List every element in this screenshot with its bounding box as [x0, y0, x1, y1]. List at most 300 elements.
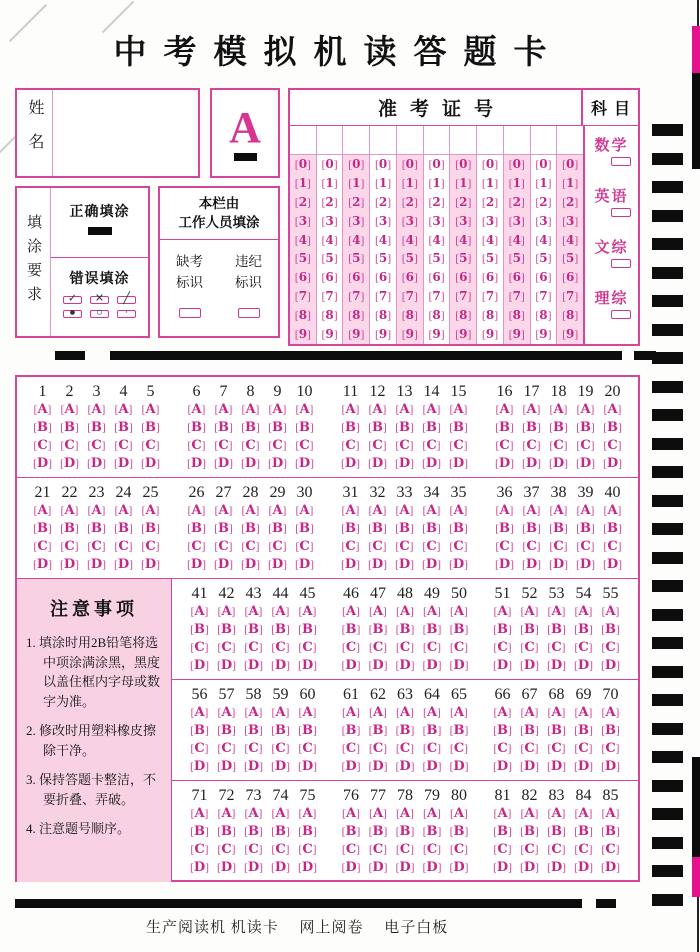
bubble-q6-C[interactable]: [C] — [187, 438, 206, 453]
ticket-bubble-c5-7[interactable]: [7] — [401, 289, 418, 304]
bubble-q83-B[interactable]: [B] — [547, 824, 566, 839]
ticket-bubble-c8-6[interactable]: [6] — [481, 270, 499, 285]
bubble-q26-B[interactable]: [B] — [187, 521, 206, 536]
ticket-bubble-c2-7[interactable]: [7] — [321, 289, 338, 304]
bubble-q76-B[interactable]: [B] — [341, 824, 361, 839]
ticket-bubble-c8-4[interactable]: [4] — [481, 232, 499, 247]
bubble-q32-C[interactable]: [C] — [368, 539, 387, 554]
bubble-q40-C[interactable]: [C] — [603, 539, 622, 554]
ticket-bubble-c5-1[interactable]: [1] — [401, 175, 418, 190]
bubble-q85-C[interactable]: [C] — [601, 842, 620, 857]
ticket-bubble-c7-7[interactable]: [7] — [455, 289, 472, 304]
bubble-q43-B[interactable]: [B] — [244, 622, 263, 637]
bubble-q35-A[interactable]: [A] — [449, 503, 468, 518]
bubble-q41-B[interactable]: [B] — [190, 622, 209, 637]
ticket-bubble-c6-1[interactable]: [1] — [428, 175, 445, 190]
ticket-bubble-c4-5[interactable]: [5] — [374, 251, 392, 266]
bubble-q75-C[interactable]: [C] — [298, 842, 317, 857]
ticket-bubble-c2-2[interactable]: [2] — [321, 194, 338, 209]
bubble-q83-C[interactable]: [C] — [547, 842, 566, 857]
bubble-q74-A[interactable]: [A] — [271, 806, 290, 821]
bubble-q67-A[interactable]: [A] — [520, 705, 539, 720]
bubble-q59-D[interactable]: [D] — [270, 759, 291, 774]
ticket-bubble-c7-6[interactable]: [6] — [455, 270, 472, 285]
ticket-bubble-c5-5[interactable]: [5] — [401, 251, 418, 266]
bubble-q4-D[interactable]: [D] — [113, 456, 134, 471]
bubble-q71-C[interactable]: [C] — [190, 842, 209, 857]
bubble-q14-A[interactable]: [A] — [422, 402, 441, 417]
ticket-bubble-c10-0[interactable]: [0] — [535, 156, 552, 171]
bubble-q52-A[interactable]: [A] — [520, 604, 539, 619]
bubble-q47-B[interactable]: [B] — [368, 622, 388, 637]
bubble-q40-A[interactable]: [A] — [603, 503, 622, 518]
bubble-q72-B[interactable]: [B] — [217, 824, 236, 839]
bubble-q42-D[interactable]: [D] — [216, 658, 237, 673]
bubble-q62-D[interactable]: [D] — [368, 759, 388, 774]
bubble-q17-B[interactable]: [B] — [522, 420, 541, 435]
violation-marker-bubble[interactable] — [238, 308, 260, 318]
bubble-q23-A[interactable]: [A] — [87, 503, 106, 518]
bubble-q58-C[interactable]: [C] — [244, 741, 263, 756]
ticket-bubble-c4-8[interactable]: [8] — [374, 308, 392, 323]
ticket-bubble-c9-1[interactable]: [1] — [508, 175, 525, 190]
bubble-q27-C[interactable]: [C] — [214, 539, 233, 554]
bubble-q80-C[interactable]: [C] — [449, 842, 469, 857]
bubble-q78-A[interactable]: [A] — [396, 806, 414, 821]
ticket-bubble-c4-9[interactable]: [9] — [374, 327, 392, 342]
bubble-q33-B[interactable]: [B] — [395, 521, 414, 536]
bubble-q63-A[interactable]: [A] — [396, 705, 414, 720]
bubble-q70-D[interactable]: [D] — [600, 759, 621, 774]
bubble-q27-A[interactable]: [A] — [214, 503, 233, 518]
bubble-q70-B[interactable]: [B] — [601, 723, 620, 738]
bubble-q61-A[interactable]: [A] — [342, 705, 360, 720]
bubble-q47-A[interactable]: [A] — [369, 604, 387, 619]
ticket-bubble-c6-3[interactable]: [3] — [428, 213, 445, 228]
bubble-q13-C[interactable]: [C] — [395, 438, 414, 453]
ticket-bubble-c7-9[interactable]: [9] — [455, 327, 472, 342]
bubble-q61-C[interactable]: [C] — [341, 741, 361, 756]
bubble-q65-B[interactable]: [B] — [449, 723, 469, 738]
ticket-bubble-c5-4[interactable]: [4] — [401, 232, 418, 247]
ticket-bubble-c1-0[interactable]: [0] — [294, 156, 311, 171]
ticket-bubble-c6-0[interactable]: [0] — [428, 156, 445, 171]
bubble-q21-C[interactable]: [C] — [33, 539, 52, 554]
ticket-bubble-c9-3[interactable]: [3] — [508, 213, 525, 228]
bubble-q14-B[interactable]: [B] — [422, 420, 441, 435]
bubble-q21-D[interactable]: [D] — [32, 557, 53, 572]
ticket-write-cell-4[interactable] — [370, 126, 396, 155]
ticket-bubble-c7-0[interactable]: [0] — [455, 156, 472, 171]
bubble-q15-C[interactable]: [C] — [449, 438, 468, 453]
bubble-q18-B[interactable]: [B] — [549, 420, 568, 435]
bubble-q73-C[interactable]: [C] — [244, 842, 263, 857]
bubble-q75-D[interactable]: [D] — [297, 860, 318, 875]
bubble-q46-C[interactable]: [C] — [341, 640, 361, 655]
bubble-q12-A[interactable]: [A] — [368, 402, 387, 417]
bubble-q9-A[interactable]: [A] — [268, 402, 287, 417]
bubble-q20-A[interactable]: [A] — [603, 402, 622, 417]
bubble-q42-A[interactable]: [A] — [217, 604, 236, 619]
bubble-q19-C[interactable]: [C] — [576, 438, 595, 453]
bubble-q53-A[interactable]: [A] — [547, 604, 566, 619]
ticket-bubble-c11-0[interactable]: [0] — [562, 156, 579, 171]
bubble-q68-C[interactable]: [C] — [547, 741, 566, 756]
bubble-q33-D[interactable]: [D] — [394, 557, 415, 572]
bubble-q2-A[interactable]: [A] — [60, 402, 79, 417]
ticket-write-cell-1[interactable] — [290, 126, 316, 155]
bubble-q79-C[interactable]: [C] — [422, 842, 442, 857]
ticket-bubble-c9-7[interactable]: [7] — [508, 289, 525, 304]
bubble-q38-D[interactable]: [D] — [548, 557, 569, 572]
ticket-bubble-c5-6[interactable]: [6] — [401, 270, 418, 285]
bubble-q57-D[interactable]: [D] — [216, 759, 237, 774]
ticket-bubble-c8-5[interactable]: [5] — [481, 251, 499, 266]
bubble-q22-A[interactable]: [A] — [60, 503, 79, 518]
bubble-q38-C[interactable]: [C] — [549, 539, 568, 554]
bubble-q30-C[interactable]: [C] — [295, 539, 314, 554]
ticket-bubble-c6-2[interactable]: [2] — [428, 194, 445, 209]
bubble-q49-B[interactable]: [B] — [422, 622, 442, 637]
ticket-bubble-c1-5[interactable]: [5] — [294, 251, 311, 266]
ticket-bubble-c5-9[interactable]: [9] — [401, 327, 418, 342]
ticket-bubble-c1-9[interactable]: [9] — [294, 327, 311, 342]
bubble-q80-B[interactable]: [B] — [449, 824, 469, 839]
bubble-q31-C[interactable]: [C] — [341, 539, 360, 554]
bubble-q54-A[interactable]: [A] — [574, 604, 593, 619]
bubble-q18-D[interactable]: [D] — [548, 456, 569, 471]
ticket-bubble-c10-5[interactable]: [5] — [535, 251, 552, 266]
bubble-q5-C[interactable]: [C] — [141, 438, 160, 453]
bubble-q35-D[interactable]: [D] — [448, 557, 469, 572]
bubble-q21-A[interactable]: [A] — [33, 503, 52, 518]
bubble-q35-C[interactable]: [C] — [449, 539, 468, 554]
bubble-q82-A[interactable]: [A] — [520, 806, 539, 821]
bubble-q4-C[interactable]: [C] — [114, 438, 133, 453]
bubble-q48-D[interactable]: [D] — [395, 658, 415, 673]
bubble-q60-D[interactable]: [D] — [297, 759, 318, 774]
bubble-q65-D[interactable]: [D] — [449, 759, 469, 774]
bubble-q60-C[interactable]: [C] — [298, 741, 317, 756]
bubble-q54-B[interactable]: [B] — [574, 622, 593, 637]
ticket-bubble-c9-9[interactable]: [9] — [508, 327, 525, 342]
bubble-q56-B[interactable]: [B] — [190, 723, 209, 738]
bubble-q18-A[interactable]: [A] — [549, 402, 568, 417]
bubble-q46-B[interactable]: [B] — [341, 622, 361, 637]
bubble-q12-B[interactable]: [B] — [368, 420, 387, 435]
bubble-q11-A[interactable]: [A] — [341, 402, 360, 417]
ticket-bubble-c1-1[interactable]: [1] — [294, 175, 311, 190]
bubble-q60-B[interactable]: [B] — [298, 723, 317, 738]
ticket-bubble-c10-9[interactable]: [9] — [535, 327, 552, 342]
bubble-q8-B[interactable]: [B] — [241, 420, 260, 435]
ticket-bubble-c4-7[interactable]: [7] — [374, 289, 392, 304]
bubble-q4-A[interactable]: [A] — [114, 402, 133, 417]
bubble-q75-A[interactable]: [A] — [298, 806, 317, 821]
ticket-bubble-c7-1[interactable]: [1] — [455, 175, 472, 190]
bubble-q25-D[interactable]: [D] — [140, 557, 161, 572]
bubble-q85-D[interactable]: [D] — [600, 860, 621, 875]
ticket-bubble-c3-6[interactable]: [6] — [348, 270, 365, 285]
bubble-q69-A[interactable]: [A] — [574, 705, 593, 720]
bubble-q11-D[interactable]: [D] — [340, 456, 361, 471]
bubble-q34-D[interactable]: [D] — [421, 557, 442, 572]
bubble-q28-D[interactable]: [D] — [240, 557, 261, 572]
bubble-q81-C[interactable]: [C] — [493, 842, 512, 857]
bubble-q27-D[interactable]: [D] — [213, 557, 234, 572]
bubble-q57-A[interactable]: [A] — [217, 705, 236, 720]
bubble-q48-B[interactable]: [B] — [395, 622, 415, 637]
bubble-q51-C[interactable]: [C] — [493, 640, 512, 655]
ticket-bubble-c10-8[interactable]: [8] — [535, 308, 552, 323]
bubble-q28-B[interactable]: [B] — [241, 521, 260, 536]
bubble-q62-C[interactable]: [C] — [368, 741, 388, 756]
bubble-q68-B[interactable]: [B] — [547, 723, 566, 738]
bubble-q51-B[interactable]: [B] — [493, 622, 512, 637]
ticket-bubble-c9-2[interactable]: [2] — [508, 194, 525, 209]
ticket-bubble-c1-7[interactable]: [7] — [294, 289, 311, 304]
ticket-bubble-c11-5[interactable]: [5] — [562, 251, 579, 266]
bubble-q33-C[interactable]: [C] — [395, 539, 414, 554]
bubble-q72-C[interactable]: [C] — [217, 842, 236, 857]
bubble-q83-A[interactable]: [A] — [547, 806, 566, 821]
ticket-bubble-c1-8[interactable]: [8] — [294, 308, 311, 323]
bubble-q63-C[interactable]: [C] — [395, 741, 415, 756]
bubble-q22-B[interactable]: [B] — [60, 521, 79, 536]
ticket-bubble-c10-4[interactable]: [4] — [535, 232, 552, 247]
ticket-bubble-c3-4[interactable]: [4] — [348, 232, 365, 247]
bubble-q81-D[interactable]: [D] — [492, 860, 513, 875]
bubble-q82-C[interactable]: [C] — [520, 842, 539, 857]
ticket-bubble-c8-9[interactable]: [9] — [481, 327, 499, 342]
bubble-q22-D[interactable]: [D] — [59, 557, 80, 572]
bubble-q40-B[interactable]: [B] — [603, 521, 622, 536]
ticket-write-cell-10[interactable] — [531, 126, 557, 155]
bubble-q2-C[interactable]: [C] — [60, 438, 79, 453]
bubble-q77-D[interactable]: [D] — [368, 860, 388, 875]
ticket-bubble-c11-7[interactable]: [7] — [562, 289, 579, 304]
bubble-q6-D[interactable]: [D] — [186, 456, 207, 471]
bubble-q44-A[interactable]: [A] — [271, 604, 290, 619]
bubble-q84-D[interactable]: [D] — [573, 860, 594, 875]
ticket-bubble-c6-5[interactable]: [5] — [428, 251, 445, 266]
subject-bubble-数学[interactable] — [611, 157, 631, 166]
ticket-bubble-c7-3[interactable]: [3] — [455, 213, 472, 228]
bubble-q66-D[interactable]: [D] — [492, 759, 513, 774]
bubble-q13-A[interactable]: [A] — [395, 402, 414, 417]
bubble-q37-A[interactable]: [A] — [522, 503, 541, 518]
ticket-write-cell-2[interactable] — [317, 126, 343, 155]
ticket-bubble-c4-6[interactable]: [6] — [374, 270, 392, 285]
ticket-bubble-c11-9[interactable]: [9] — [562, 327, 579, 342]
bubble-q73-B[interactable]: [B] — [244, 824, 263, 839]
ticket-bubble-c2-8[interactable]: [8] — [321, 308, 338, 323]
bubble-q23-C[interactable]: [C] — [87, 539, 106, 554]
bubble-q31-B[interactable]: [B] — [341, 521, 360, 536]
bubble-q41-D[interactable]: [D] — [189, 658, 210, 673]
bubble-q56-D[interactable]: [D] — [189, 759, 210, 774]
bubble-q25-A[interactable]: [A] — [141, 503, 160, 518]
bubble-q82-B[interactable]: [B] — [520, 824, 539, 839]
bubble-q24-C[interactable]: [C] — [114, 539, 133, 554]
bubble-q59-A[interactable]: [A] — [271, 705, 290, 720]
ticket-bubble-c3-1[interactable]: [1] — [348, 175, 365, 190]
ticket-bubble-c9-8[interactable]: [8] — [508, 308, 525, 323]
bubble-q66-B[interactable]: [B] — [493, 723, 512, 738]
subject-bubble-理综[interactable] — [611, 310, 631, 319]
bubble-q45-C[interactable]: [C] — [298, 640, 317, 655]
bubble-q59-C[interactable]: [C] — [271, 741, 290, 756]
bubble-q53-B[interactable]: [B] — [547, 622, 566, 637]
ticket-bubble-c11-1[interactable]: [1] — [562, 175, 579, 190]
bubble-q19-D[interactable]: [D] — [575, 456, 596, 471]
bubble-q72-D[interactable]: [D] — [216, 860, 237, 875]
ticket-write-cell-3[interactable] — [343, 126, 369, 155]
bubble-q65-C[interactable]: [C] — [449, 741, 469, 756]
bubble-q28-C[interactable]: [C] — [241, 539, 260, 554]
bubble-q58-D[interactable]: [D] — [243, 759, 264, 774]
bubble-q69-B[interactable]: [B] — [574, 723, 593, 738]
bubble-q41-A[interactable]: [A] — [190, 604, 209, 619]
ticket-bubble-c9-4[interactable]: [4] — [508, 232, 525, 247]
ticket-bubble-c3-3[interactable]: [3] — [348, 213, 365, 228]
ticket-bubble-c11-8[interactable]: [8] — [562, 308, 579, 323]
ticket-bubble-c4-0[interactable]: [0] — [374, 156, 392, 171]
bubble-q6-A[interactable]: [A] — [187, 402, 206, 417]
bubble-q8-D[interactable]: [D] — [240, 456, 261, 471]
bubble-q40-D[interactable]: [D] — [602, 557, 623, 572]
bubble-q16-B[interactable]: [B] — [495, 420, 514, 435]
bubble-q2-D[interactable]: [D] — [59, 456, 80, 471]
bubble-q83-D[interactable]: [D] — [546, 860, 567, 875]
bubble-q13-D[interactable]: [D] — [394, 456, 415, 471]
bubble-q2-B[interactable]: [B] — [60, 420, 79, 435]
bubble-q12-D[interactable]: [D] — [367, 456, 388, 471]
bubble-q38-A[interactable]: [A] — [549, 503, 568, 518]
bubble-q67-B[interactable]: [B] — [520, 723, 539, 738]
bubble-q29-D[interactable]: [D] — [267, 557, 288, 572]
bubble-q76-C[interactable]: [C] — [341, 842, 361, 857]
ticket-bubble-c10-3[interactable]: [3] — [535, 213, 552, 228]
bubble-q36-C[interactable]: [C] — [495, 539, 514, 554]
ticket-bubble-c2-5[interactable]: [5] — [321, 251, 338, 266]
bubble-q52-D[interactable]: [D] — [519, 658, 540, 673]
ticket-bubble-c2-9[interactable]: [9] — [321, 327, 338, 342]
ticket-bubble-c9-0[interactable]: [0] — [508, 156, 525, 171]
ticket-bubble-c3-7[interactable]: [7] — [348, 289, 365, 304]
bubble-q44-B[interactable]: [B] — [271, 622, 290, 637]
bubble-q3-A[interactable]: [A] — [87, 402, 106, 417]
bubble-q4-B[interactable]: [B] — [114, 420, 133, 435]
ticket-bubble-c8-7[interactable]: [7] — [481, 289, 499, 304]
bubble-q49-A[interactable]: [A] — [423, 604, 441, 619]
bubble-q18-C[interactable]: [C] — [549, 438, 568, 453]
bubble-q37-D[interactable]: [D] — [521, 557, 542, 572]
bubble-q7-B[interactable]: [B] — [214, 420, 233, 435]
bubble-q7-D[interactable]: [D] — [213, 456, 234, 471]
bubble-q50-C[interactable]: [C] — [449, 640, 469, 655]
bubble-q42-B[interactable]: [B] — [217, 622, 236, 637]
subject-bubble-文综[interactable] — [611, 259, 631, 268]
bubble-q20-B[interactable]: [B] — [603, 420, 622, 435]
ticket-write-cell-8[interactable] — [477, 126, 503, 155]
bubble-q8-A[interactable]: [A] — [241, 402, 260, 417]
ticket-bubble-c9-6[interactable]: [6] — [508, 270, 525, 285]
bubble-q17-D[interactable]: [D] — [521, 456, 542, 471]
bubble-q75-B[interactable]: [B] — [298, 824, 317, 839]
bubble-q70-A[interactable]: [A] — [601, 705, 620, 720]
ticket-bubble-c1-4[interactable]: [4] — [294, 232, 311, 247]
bubble-q10-C[interactable]: [C] — [295, 438, 314, 453]
bubble-q36-A[interactable]: [A] — [495, 503, 514, 518]
bubble-q44-C[interactable]: [C] — [271, 640, 290, 655]
bubble-q27-B[interactable]: [B] — [214, 521, 233, 536]
bubble-q71-D[interactable]: [D] — [189, 860, 210, 875]
ticket-bubble-c1-2[interactable]: [2] — [294, 194, 311, 209]
ticket-bubble-c6-7[interactable]: [7] — [428, 289, 445, 304]
ticket-write-cell-9[interactable] — [504, 126, 530, 155]
ticket-bubble-c1-3[interactable]: [3] — [294, 213, 311, 228]
ticket-bubble-c10-2[interactable]: [2] — [535, 194, 552, 209]
bubble-q80-D[interactable]: [D] — [449, 860, 469, 875]
bubble-q10-D[interactable]: [D] — [294, 456, 315, 471]
bubble-q12-C[interactable]: [C] — [368, 438, 387, 453]
bubble-q17-A[interactable]: [A] — [522, 402, 541, 417]
ticket-bubble-c8-3[interactable]: [3] — [481, 213, 499, 228]
bubble-q45-D[interactable]: [D] — [297, 658, 318, 673]
bubble-q71-B[interactable]: [B] — [190, 824, 209, 839]
ticket-bubble-c3-8[interactable]: [8] — [348, 308, 365, 323]
ticket-bubble-c7-8[interactable]: [8] — [455, 308, 472, 323]
bubble-q39-D[interactable]: [D] — [575, 557, 596, 572]
bubble-q64-C[interactable]: [C] — [422, 741, 442, 756]
bubble-q74-D[interactable]: [D] — [270, 860, 291, 875]
bubble-q45-A[interactable]: [A] — [298, 604, 317, 619]
bubble-q79-D[interactable]: [D] — [422, 860, 442, 875]
bubble-q78-D[interactable]: [D] — [395, 860, 415, 875]
bubble-q74-B[interactable]: [B] — [271, 824, 290, 839]
bubble-q50-B[interactable]: [B] — [449, 622, 469, 637]
bubble-q49-D[interactable]: [D] — [422, 658, 442, 673]
bubble-q78-C[interactable]: [C] — [395, 842, 415, 857]
bubble-q38-B[interactable]: [B] — [549, 521, 568, 536]
bubble-q63-D[interactable]: [D] — [395, 759, 415, 774]
ticket-bubble-c2-6[interactable]: [6] — [321, 270, 338, 285]
ticket-bubble-c4-4[interactable]: [4] — [374, 232, 392, 247]
bubble-q55-C[interactable]: [C] — [601, 640, 620, 655]
ticket-bubble-c2-0[interactable]: [0] — [321, 156, 338, 171]
bubble-q41-C[interactable]: [C] — [190, 640, 209, 655]
bubble-q57-C[interactable]: [C] — [217, 741, 236, 756]
ticket-bubble-c11-2[interactable]: [2] — [562, 194, 579, 209]
bubble-q25-B[interactable]: [B] — [141, 521, 160, 536]
bubble-q77-C[interactable]: [C] — [368, 842, 388, 857]
bubble-q23-B[interactable]: [B] — [87, 521, 106, 536]
bubble-q10-A[interactable]: [A] — [295, 402, 314, 417]
bubble-q24-B[interactable]: [B] — [114, 521, 133, 536]
bubble-q68-D[interactable]: [D] — [546, 759, 567, 774]
bubble-q17-C[interactable]: [C] — [522, 438, 541, 453]
bubble-q26-C[interactable]: [C] — [187, 539, 206, 554]
bubble-q73-A[interactable]: [A] — [244, 806, 263, 821]
bubble-q67-C[interactable]: [C] — [520, 741, 539, 756]
bubble-q29-A[interactable]: [A] — [268, 503, 287, 518]
bubble-q10-B[interactable]: [B] — [295, 420, 314, 435]
bubble-q48-A[interactable]: [A] — [396, 604, 414, 619]
bubble-q85-A[interactable]: [A] — [601, 806, 620, 821]
bubble-q16-D[interactable]: [D] — [494, 456, 515, 471]
bubble-q77-B[interactable]: [B] — [368, 824, 388, 839]
